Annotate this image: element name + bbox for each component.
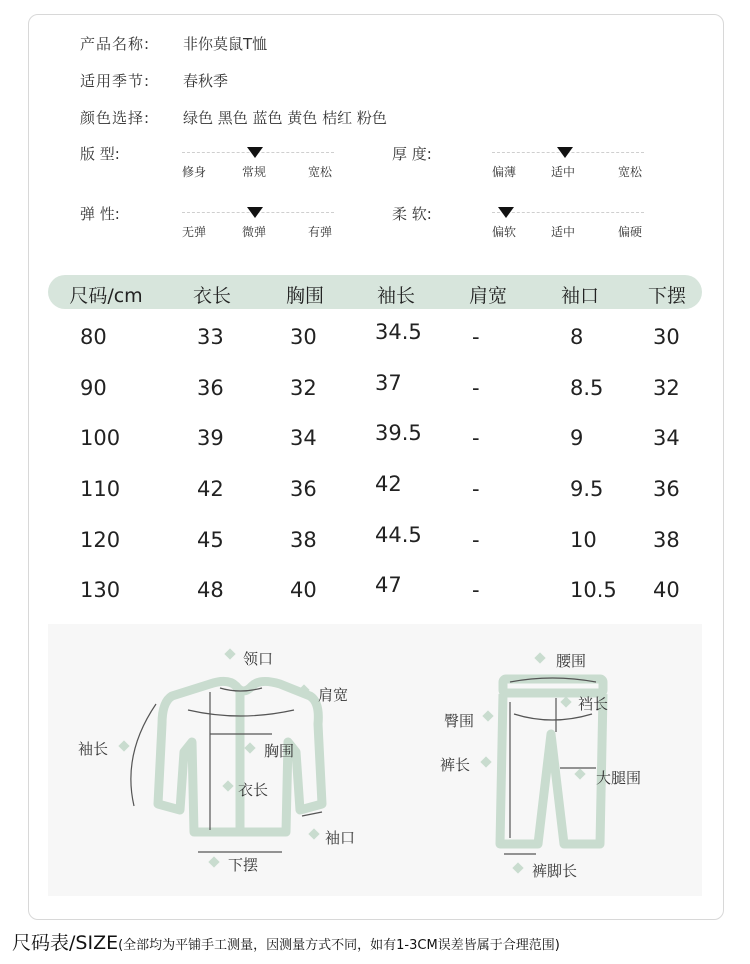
cell-cuff: 8	[570, 325, 584, 349]
cell-shoulder: -	[472, 325, 480, 349]
scale-elasticity-tick: 微弹	[242, 225, 267, 239]
scale-softness-line	[492, 212, 644, 213]
cell-sleeve: 42	[375, 472, 402, 496]
season-label: 适用季节:	[80, 72, 151, 90]
header-shoulder: 肩宽	[468, 285, 508, 307]
header-sleeve: 袖长	[376, 285, 416, 307]
scale-elasticity-label: 弹 性:	[80, 205, 120, 223]
cell-size: 120	[80, 528, 121, 552]
scale-fit-label: 版 型:	[80, 145, 120, 163]
label-sleeve: 袖长	[78, 740, 109, 758]
color-label: 颜色选择:	[80, 109, 151, 127]
scale-fit-tick: 常规	[242, 165, 267, 179]
measurement-diagram	[48, 624, 702, 896]
cell-cuff: 9.5	[570, 477, 604, 501]
label-hem: 下摆	[228, 856, 259, 874]
cell-shoulder: -	[472, 578, 480, 602]
cell-chest: 40	[290, 578, 317, 602]
cell-sleeve: 47	[375, 573, 402, 597]
cell-size: 130	[80, 578, 121, 602]
cell-shoulder: -	[472, 426, 480, 450]
cell-hem: 38	[653, 528, 680, 552]
cell-hem: 40	[653, 578, 680, 602]
label-shoulder: 肩宽	[318, 686, 349, 704]
cell-chest: 36	[290, 477, 317, 501]
label-chest: 胸围	[264, 742, 295, 760]
cell-size: 110	[80, 477, 121, 501]
header-hem: 下摆	[647, 285, 687, 307]
footer-note: (全部均为平铺手工测量，因测量方式不同，如有1-3CM误差皆属于合理范围)	[118, 938, 560, 953]
cell-length: 39	[197, 426, 224, 450]
cell-size: 80	[80, 325, 107, 349]
size-footer	[12, 928, 560, 955]
cell-hem: 30	[653, 325, 680, 349]
scale-thickness-tick: 偏薄	[492, 165, 517, 179]
scale-fit-marker	[247, 147, 263, 158]
cell-chest: 30	[290, 325, 317, 349]
cell-shoulder: -	[472, 376, 480, 400]
cell-hem: 32	[653, 376, 680, 400]
size-table-header	[48, 275, 702, 309]
cell-sleeve: 39.5	[375, 421, 422, 445]
cell-size: 100	[80, 426, 121, 450]
label-leg-opening: 裤脚长	[532, 862, 578, 880]
cell-length: 45	[197, 528, 224, 552]
cell-length: 42	[197, 477, 224, 501]
label-cuff: 袖口	[325, 829, 356, 847]
scale-elasticity-marker	[247, 207, 263, 218]
label-rise: 裆长	[578, 695, 609, 713]
scale-thickness-tick: 适中	[551, 165, 576, 179]
scale-elasticity-tick: 有弹	[308, 225, 333, 239]
cell-sleeve: 37	[375, 371, 402, 395]
footer-title: 尺码表/SIZE	[12, 932, 119, 954]
cell-sleeve: 44.5	[375, 523, 422, 547]
scale-softness-marker	[498, 207, 514, 218]
jacket-icon	[158, 681, 322, 832]
cell-shoulder: -	[472, 477, 480, 501]
cell-size: 90	[80, 376, 107, 400]
cell-chest: 38	[290, 528, 317, 552]
cell-hem: 34	[653, 426, 680, 450]
cell-chest: 34	[290, 426, 317, 450]
product-name-value: 非你莫鼠T恤	[183, 35, 268, 53]
label-collar: 领口	[243, 650, 274, 668]
product-name-label: 产品名称:	[80, 35, 151, 53]
scale-elasticity-tick: 无弹	[182, 225, 207, 239]
cell-length: 33	[197, 325, 224, 349]
cell-cuff: 10	[570, 528, 597, 552]
garment-illustration	[48, 624, 702, 896]
cell-cuff: 10.5	[570, 578, 617, 602]
cell-chest: 32	[290, 376, 317, 400]
scale-softness-tick: 偏软	[492, 225, 517, 239]
cell-shoulder: -	[472, 528, 480, 552]
header-cuff: 袖口	[560, 285, 600, 307]
cell-cuff: 9	[570, 426, 584, 450]
label-waist: 腰围	[556, 652, 587, 670]
color-value: 绿色 黑色 蓝色 黄色 桔红 粉色	[183, 109, 387, 127]
cell-cuff: 8.5	[570, 376, 604, 400]
label-thigh: 大腿围	[596, 769, 642, 787]
scale-thickness-tick: 宽松	[618, 165, 643, 179]
cell-length: 48	[197, 578, 224, 602]
scale-softness-label: 柔 软:	[392, 205, 432, 223]
cell-hem: 36	[653, 477, 680, 501]
scale-fit-tick: 修身	[182, 165, 207, 179]
label-length: 衣长	[238, 781, 269, 799]
cell-sleeve: 34.5	[375, 320, 422, 344]
scale-softness-tick: 偏硬	[618, 225, 643, 239]
label-hip: 臀围	[444, 712, 475, 730]
scale-thickness-label: 厚 度:	[392, 145, 432, 163]
season-value: 春秋季	[183, 72, 229, 90]
header-length: 衣长	[192, 285, 232, 307]
cell-length: 36	[197, 376, 224, 400]
scale-softness-tick: 适中	[551, 225, 576, 239]
scale-fit-tick: 宽松	[308, 165, 333, 179]
label-pants-length: 裤长	[440, 756, 471, 774]
scale-thickness-marker	[557, 147, 573, 158]
header-chest: 胸围	[285, 285, 325, 307]
header-size: 尺码/cm	[69, 285, 143, 307]
